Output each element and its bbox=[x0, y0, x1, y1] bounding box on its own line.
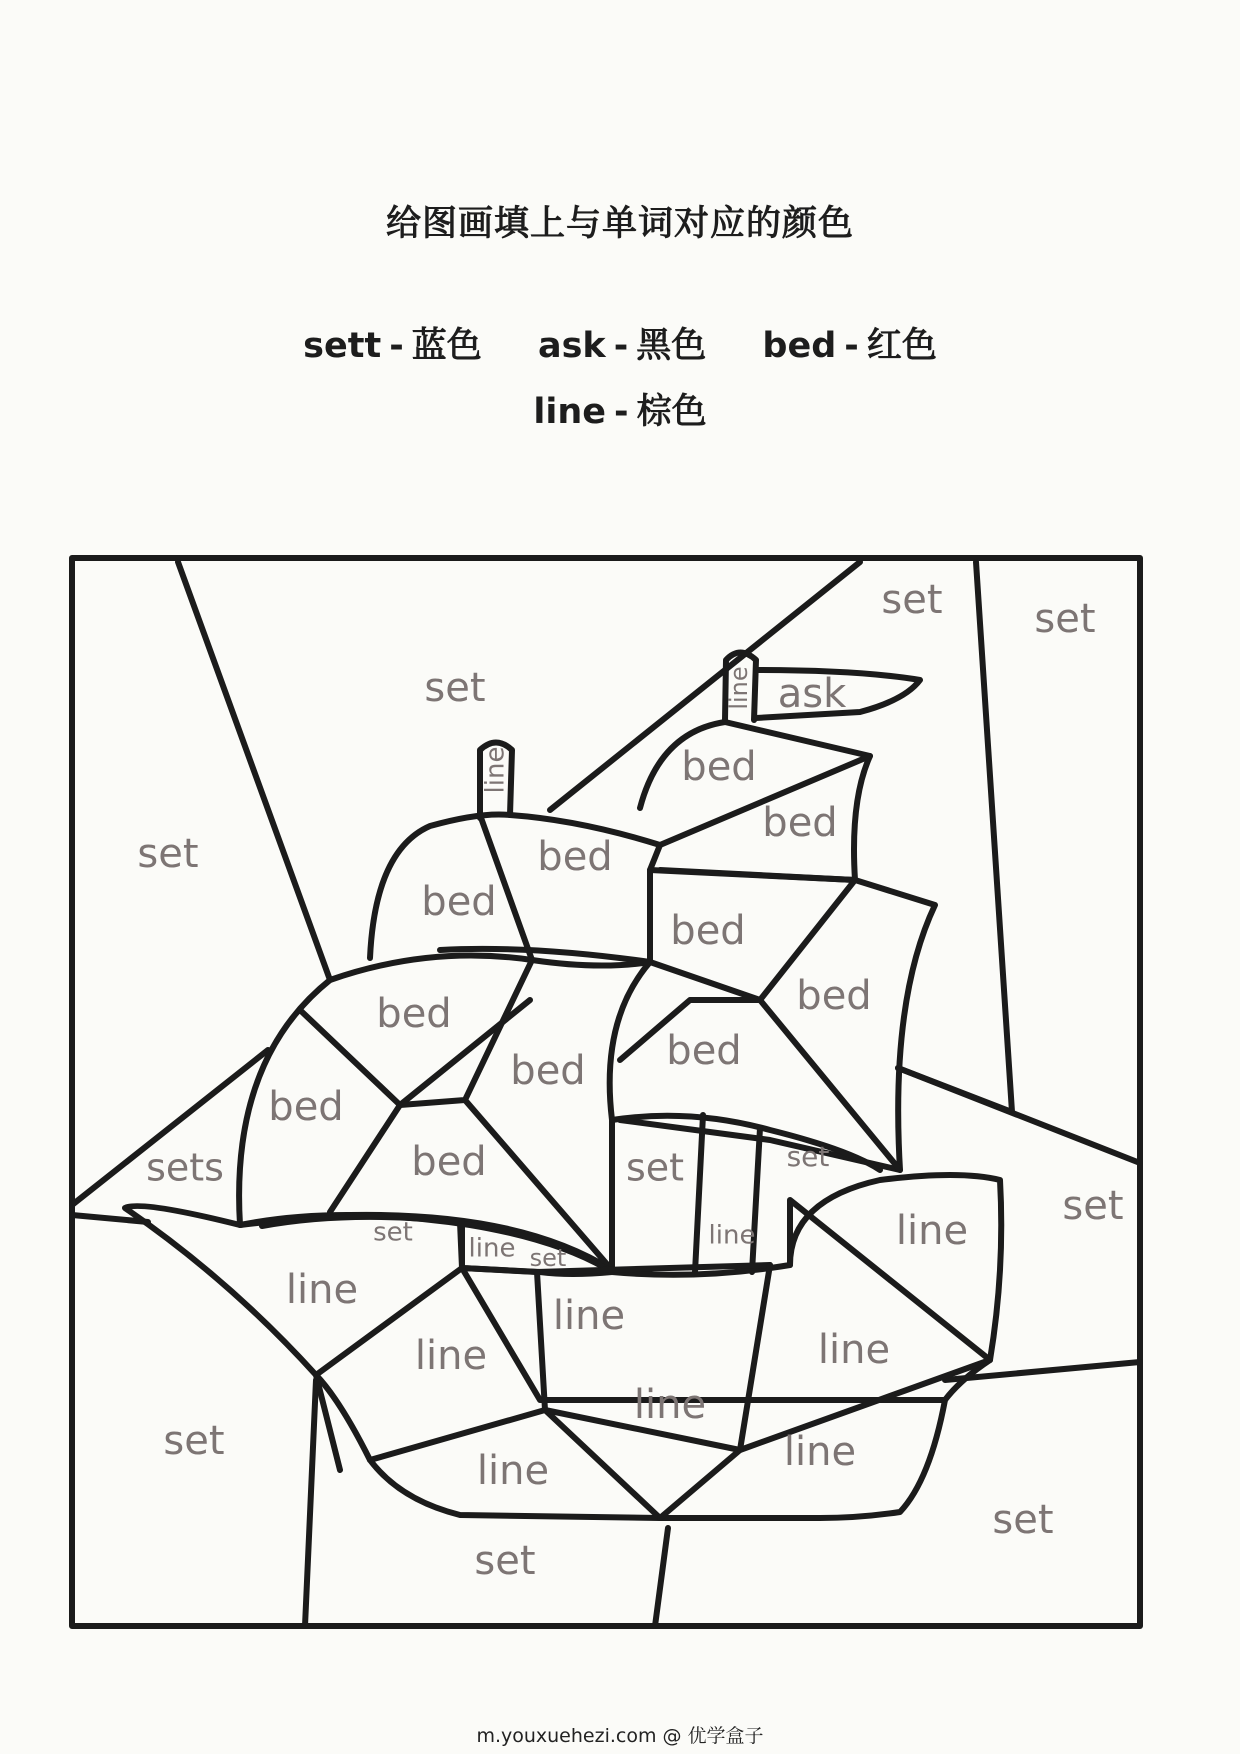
region-label-line: line bbox=[414, 1333, 488, 1379]
legend-separator: - bbox=[389, 326, 404, 366]
legend-word: bed bbox=[762, 326, 837, 366]
region-label-line: line bbox=[895, 1208, 969, 1254]
region-label-line: line bbox=[817, 1327, 891, 1373]
region-label-line: line bbox=[476, 1448, 550, 1494]
region-label-set: set bbox=[786, 1140, 830, 1173]
region-label-set: set bbox=[881, 577, 943, 623]
region-label-bed: bed bbox=[421, 879, 497, 925]
bg-line bbox=[305, 1380, 316, 1626]
footer-credit: m.youxuehezi.com @ 优学盒子 bbox=[476, 1725, 764, 1747]
region-label-line: line bbox=[552, 1293, 626, 1339]
region-label-line: line bbox=[708, 1220, 756, 1251]
picture-outline bbox=[72, 558, 1140, 1626]
legend-color-name: 棕色 bbox=[636, 392, 707, 432]
region-label-set: set bbox=[474, 1538, 536, 1584]
region-label-bed: bed bbox=[537, 834, 613, 880]
region-label-line: line bbox=[633, 1382, 707, 1428]
legend-separator: - bbox=[614, 392, 629, 432]
bg-line bbox=[178, 562, 330, 980]
region-label-set: set bbox=[163, 1418, 225, 1464]
legend-color-name: 红色 bbox=[866, 326, 937, 366]
region-label-set: set bbox=[373, 1217, 413, 1248]
bg-line bbox=[655, 1528, 668, 1626]
region-label-bed: bed bbox=[796, 973, 872, 1019]
region-label-set: set bbox=[1062, 1183, 1124, 1229]
sail-top-left bbox=[370, 814, 660, 962]
bg-line bbox=[976, 562, 1012, 1112]
legend-separator: - bbox=[844, 326, 859, 366]
region-label-line: line bbox=[480, 746, 511, 794]
legend-word: ask bbox=[537, 326, 606, 366]
hull-line-7 bbox=[740, 1265, 770, 1450]
legend-word: sett bbox=[303, 326, 382, 366]
region-label-set: set bbox=[625, 1145, 685, 1190]
region-label-set: set bbox=[529, 1244, 567, 1272]
region-label-bed: bed bbox=[670, 908, 746, 954]
region-label-line: line bbox=[725, 666, 753, 710]
region-label-set: set bbox=[992, 1497, 1054, 1543]
region-label-line: line bbox=[783, 1429, 857, 1475]
region-label-bed: bed bbox=[510, 1048, 586, 1094]
region-labels bbox=[137, 577, 1123, 1584]
legend-color-name: 黑色 bbox=[636, 326, 707, 366]
legend-color-name: 蓝色 bbox=[411, 326, 482, 366]
region-label-bed: bed bbox=[762, 800, 838, 846]
legend-word: line bbox=[533, 392, 607, 432]
region-label-bed: bed bbox=[268, 1084, 344, 1130]
region-label-set: set bbox=[137, 831, 199, 877]
region-label-set: set bbox=[1034, 596, 1096, 642]
bg-line bbox=[898, 1068, 1012, 1112]
region-label-line: line bbox=[285, 1267, 359, 1313]
region-label-bed: bed bbox=[411, 1139, 487, 1185]
region-label-bed: bed bbox=[376, 991, 452, 1037]
region-label-set: set bbox=[424, 665, 486, 711]
region-label-bed: bed bbox=[666, 1028, 742, 1074]
region-label-ask: ask bbox=[777, 671, 847, 717]
region-label-line: line bbox=[468, 1233, 516, 1264]
legend-separator: - bbox=[613, 326, 629, 366]
page-title: 给图画填上与单词对应的颜色 bbox=[385, 204, 854, 244]
region-label-sets: sets bbox=[146, 1145, 224, 1190]
sail-lower-right-div-1 bbox=[695, 1115, 703, 1272]
region-label-bed: bed bbox=[681, 744, 757, 790]
